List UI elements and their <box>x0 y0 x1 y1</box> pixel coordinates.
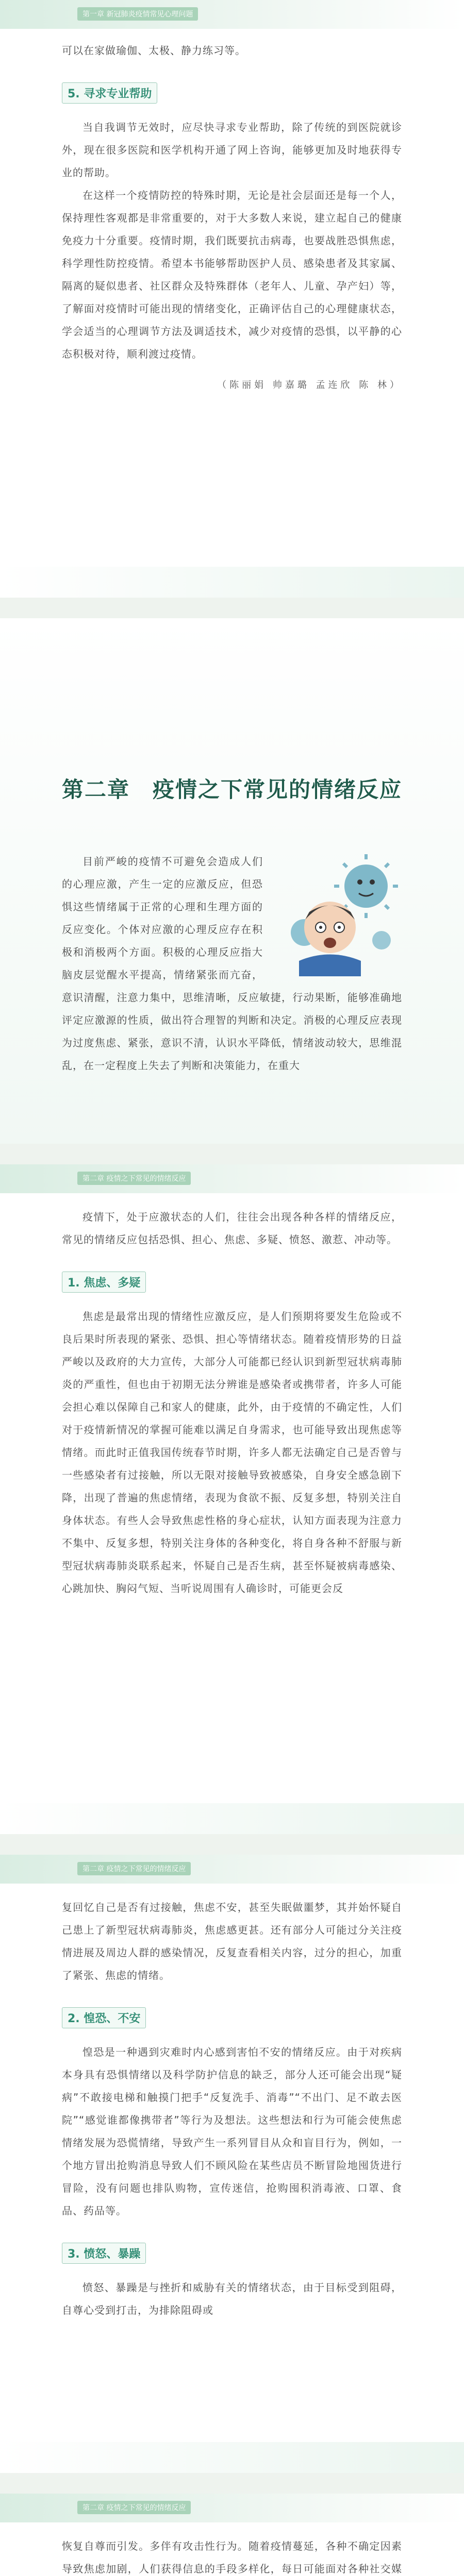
running-header-label: 第二章 疫情之下常见的情绪反应 <box>77 1172 191 1185</box>
paragraph: 目前严峻的疫情不可避免会造成人们的心理应激，产生一定的应激反应，但恐惧这些情绪属于正常的心理和生理方面的反应变化。个体对应激的心理反应存在积极和消极两个方面。积极的心理反应指大脑皮层觉醒水平提高，情绪紧张而亢奋，意识清醒，注意力集中，思维清晰，反应敏捷，行动果断，能够准确地评定应激源的性质，做出符合理智的判断和决定。消极的心理反应表现为过度焦虑、紧张，意识不清，认识水平降低，情绪波动较大，思维混乱，在一定程度上失去了判断和决策能力，在重大 <box>62 855 402 1072</box>
paragraph: 恢复自尊而引发。多伴有攻击性行为。随着疫情蔓延，各种不确定因素导致焦虑加剧，人们获得信息的手段多样化，每日可能面对各种社交媒 <box>62 2540 402 2575</box>
virus-illustration <box>273 850 402 979</box>
chapter-title: 第二章 疫情之下常见的情绪反应 <box>61 777 402 802</box>
page-4 <box>0 1855 464 2473</box>
page-3 <box>0 1164 464 1834</box>
header-band <box>0 2494 464 2522</box>
footer-band <box>0 567 464 598</box>
running-header <box>77 1171 191 1186</box>
running-header <box>77 2500 191 2515</box>
paragraph: 愤怒、暴躁是与挫折和威胁有关的情绪状态，由于目标受到阻碍，自尊心受到打击，为排除阻碍或 <box>62 2281 402 2316</box>
page-gap <box>0 1144 464 1164</box>
page-1 <box>0 0 464 598</box>
paragraph: 复回忆自己是否有过接触，焦虑不安，甚至失眠做噩梦，其并始怀疑自己患上了新型冠状病毒肺炎，焦虑感更甚。还有部分人可能过分关注疫情进展及周边人群的感染情况，反复查看相关内容，过分的担心，加重了紧张、焦虑的情绪。 <box>62 1901 402 1981</box>
running-header-label: 第二章 疫情之下常见的情绪反应 <box>77 2501 191 2514</box>
footer-band <box>0 2442 464 2473</box>
paragraph: 疫情下，处于应激状态的人们，往往会出现各种各样的情绪反应，常见的情绪反应包括恐惧、担心、焦虑、多疑、愤怒、激惹、冲动等。 <box>62 1211 402 1246</box>
running-header <box>77 1861 191 1876</box>
page-gap <box>0 2473 464 2494</box>
paragraph: 惶恐是一种遇到灾难时内心感到害怕不安的情绪反应。由于对疾病本身具有恐惧情绪以及科学防护信息的缺乏，部分人还可能会出现“疑病”不敢接电梯和触摸门把手“反复洗手、消毒”“不出门、足不敢去医院”“感觉谁都像携带者”等行为及想法。这些想法和行为可能会使焦虑情绪发展为恐慌情绪，导致产生一系列冒目从众和盲目行为，例如，一个地方冒出抢购消息导致人们不顾风险在某些店员不断冒险地囤货进行冒险，没有问题也排队购物，宣传迷信，抢购囤积消毒液、口罩、食品、药品等。 <box>62 2046 402 2217</box>
running-header-label: 第二章 疫情之下常见的情绪反应 <box>77 1862 191 1875</box>
page-2 <box>0 618 464 1144</box>
paragraph: 在这样一个疫情防控的特殊时期，无论是社会层面还是每一个人，保持理性客观都是非常重要的，对于大多数人来说，建立起自己的健康免疫力十分重要。疫情时期，我们既要抗击病毒，也要战胜恐惧焦虑，科学理性防控疫情。希望本书能够帮助医护人员、感染患者及其家属、隔离的疑似患者、社区群众及特殊群体（老年人、儿童、孕产妇）等，了解面对疫情时可能出现的情绪变化，正确评估自己的心理健康状态，学会适当的心理调节方法及调适技术，减少对疫情的恐惧，以平静的心态积极对待，顺利渡过疫情。 <box>62 189 402 360</box>
header-band <box>0 0 464 29</box>
page-gap <box>0 598 464 618</box>
section-heading: 5. 寻求专业帮助 <box>62 82 157 104</box>
header-band <box>0 1164 464 1193</box>
header-band <box>0 1855 464 1884</box>
paragraph: 可以在家做瑜伽、太极、静力练习等。 <box>62 44 246 57</box>
page-5 <box>0 2494 464 2576</box>
scared-person-virus-icon <box>273 850 402 979</box>
author-credit: （陈丽娟 帅嘉璐 孟连欣 陈 林） <box>217 380 402 391</box>
running-header-label: 第一章 新冠肺炎疫情常见心理问题 <box>77 7 198 21</box>
section-heading: 2. 惶恐、不安 <box>62 2007 146 2028</box>
footer-band <box>0 1803 464 1834</box>
section-heading: 3. 愤怒、暴躁 <box>62 2243 146 2264</box>
page-gap <box>0 1834 464 1855</box>
section-heading: 1. 焦虑、多疑 <box>62 1272 146 1293</box>
running-header <box>77 6 198 22</box>
paragraph: 焦虑是最常出现的情绪性应激反应，是人们预期将要发生危险或不良后果时所表现的紧张、恐惧、担心等情绪状态。随着疫情形势的日益严峻以及政府的大力宣传，大部分人可能都已经认识到新型冠状病毒肺炎的严重性，但也由于初期无法分辨谁是感染者或携带者，许多人可能会担心难以保障自己和家人的健康，此外，由于疫情的不确定性，人们对于疫情新情况的掌握可能难以满足自身需求，也可能导致出现焦虑等情绪。而此时正值我国传统春节时期，许多人都无法确定自己是否曾与一些感染者有过接触，所以无限对接触导致被感染，自身安全感急剧下降，出现了普遍的焦虑情绪，表现为食欲不振、反复多想，特别关注自身体状态。有些人会导致焦虑性格的身心症状，认知方面表现为注意力不集中、反复多想，特别关注身体的各种变化，将自身各种不舒服与新型冠状病毒肺炎联系起来，怀疑自己是否生病，甚至怀疑被病毒感染、心跳加快、胸闷气短、当听说周围有人确诊时，可能更会反 <box>62 1310 402 1595</box>
paragraph: 当自我调节无效时，应尽快寻求专业帮助，除了传统的到医院就诊外，现在很多医院和医学机构开通了网上咨询，能够更加及时地获得专业的帮助。 <box>62 121 402 179</box>
